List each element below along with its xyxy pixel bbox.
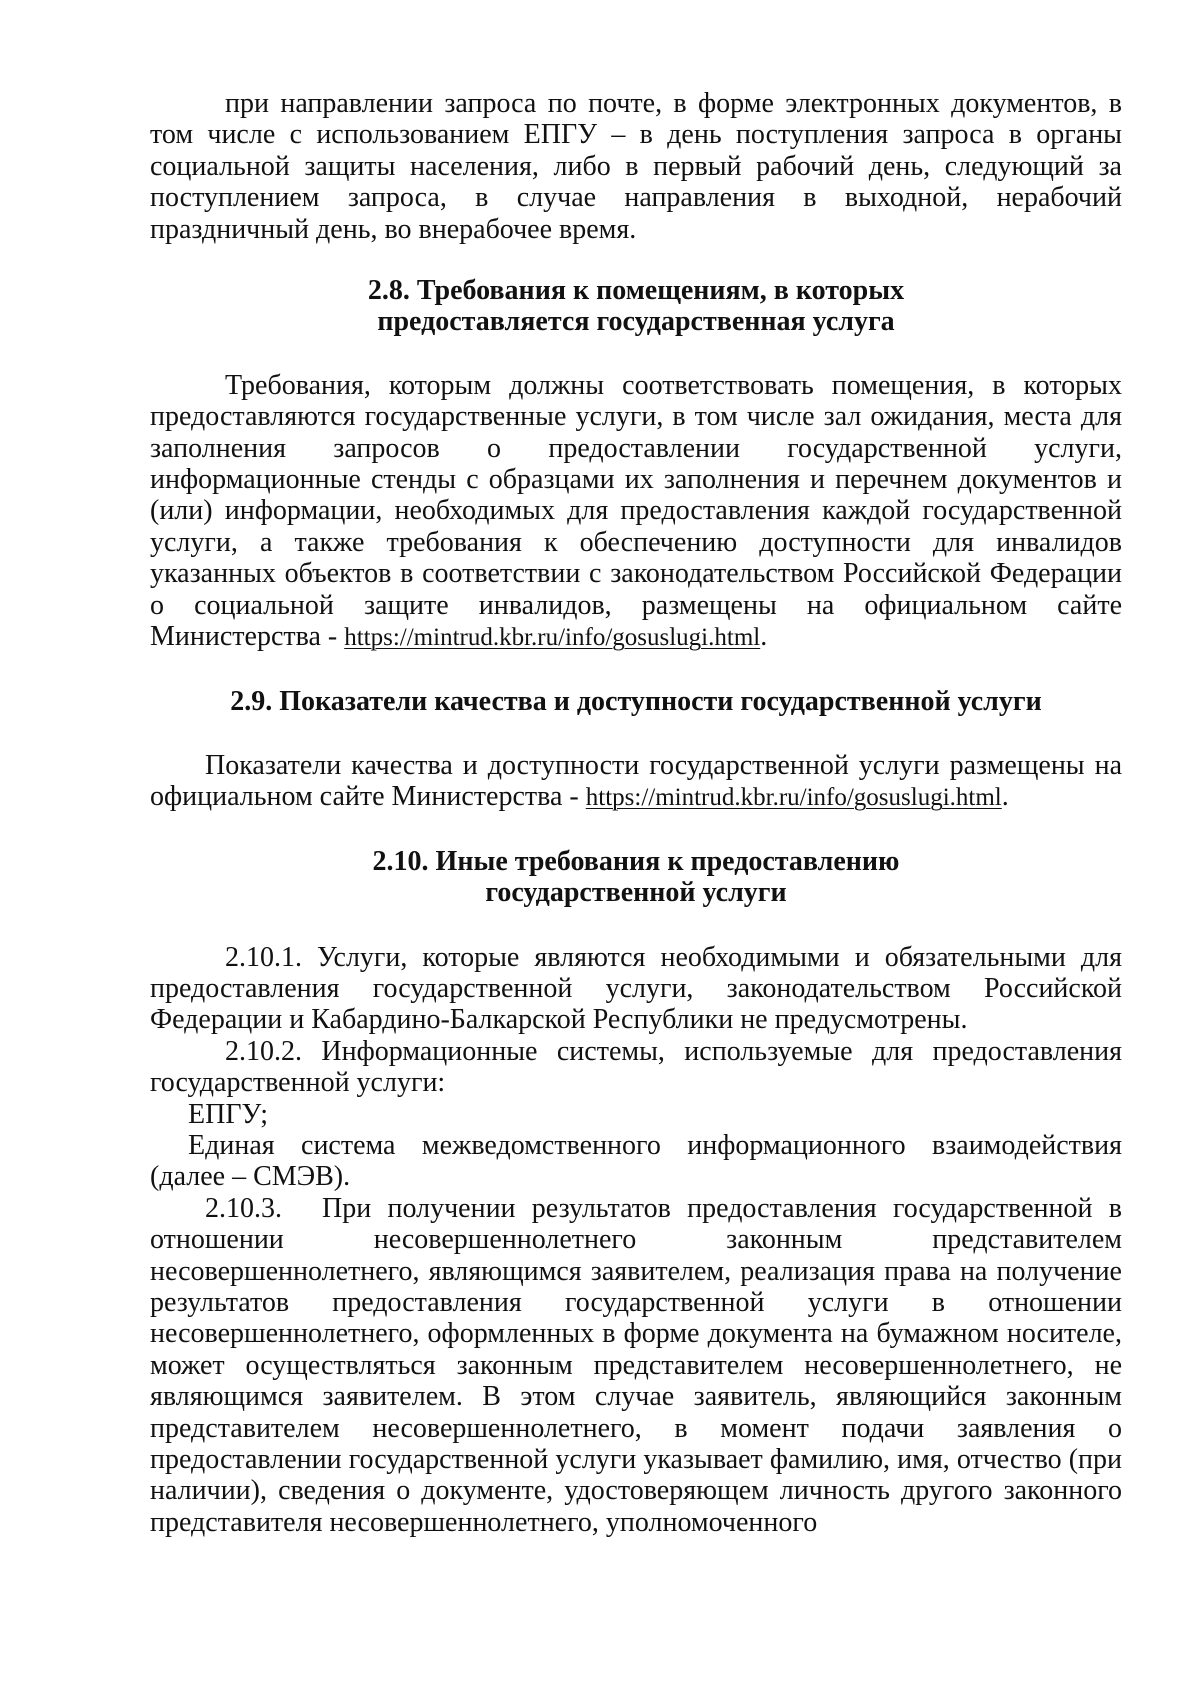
section-2-8-tail: . bbox=[760, 621, 768, 653]
section-2-8-heading bbox=[150, 275, 1122, 338]
section-2-10-3-text: При получении результатов предоставления государственной в отношении несовершеннолетнего законным представителем несовершеннолетнего, являющимся заявителем, реализация права на получение результатов предоставления государственной услуги в отношении несовершеннолетнего, оформленных в форме документа на бумажном носителе, может осуществляться законным представителем несовершеннолетнего, не являющимся заявителем. В этом случае заявитель, являющийся законным представителем несовершеннолетнего, в момент подачи заявления о предоставлении государственной услуги указывает фамилию, имя, отчество (при наличии), сведения о документе, удостоверяющем личность другого законного представителя несовершеннолетнего, уполномоченного bbox=[150, 1192, 1122, 1538]
epgu-item: ЕПГУ; bbox=[188, 1098, 269, 1130]
section-2-10-1-paragraph: 2.10.1. Услуги, которые являются необходимыми и обязательными для предоставления государственной услуги, законодательством Российской Федерации и Кабардино-Балкарской Республики не предусмотрены. bbox=[150, 941, 1122, 1036]
spacer bbox=[150, 245, 1122, 275]
intro-paragraph: при направлении запроса по почте, в форме электронных документов, в том числе с использованием ЕПГУ – в день поступления запроса в органы социальной защиты населения, либо в первый рабочий день, следующий за поступлением запроса, в случае направления в выходной, нерабочий праздничный день, во внерабочее время. bbox=[150, 88, 1122, 245]
spacer bbox=[150, 338, 1122, 370]
section-2-10-3-paragraph bbox=[150, 1193, 1122, 1538]
section-2-10-heading-line2: государственной услуги bbox=[485, 877, 787, 909]
section-2-9-tail: . bbox=[1001, 781, 1009, 813]
section-2-10-heading-line1: 2.10. Иные требования к предоставлению bbox=[372, 845, 900, 877]
section-2-9-link[interactable]: https://mintrud.kbr.ru/info/gosuslugi.html bbox=[585, 784, 1002, 812]
section-2-8-text: Требования, которым должны соответствовать помещения, в которых предоставляются государственные услуги, в том числе зал ожидания, места для заполнения запросов о предоставлении государственной услуги, информационные стенды с образцами их заполнения и перечнем документов и (или) информации, необходимых для предоставления каждой государственной услуги, а также требования к обеспечению доступности для инвалидов указанных объектов в соответствии с законодательством Российской Федерации о социальной защите инвалидов, размещены на официальном сайте Министерства - bbox=[150, 369, 1122, 653]
section-2-8-heading-line1: 2.8. Требования к помещениям, в которых bbox=[367, 275, 905, 307]
section-2-9-heading: 2.9. Показатели качества и доступности государственной услуги bbox=[230, 685, 1042, 717]
section-2-8-link[interactable]: https://mintrud.kbr.ru/info/gosuslugi.html bbox=[344, 624, 761, 652]
document-page bbox=[150, 88, 1122, 1538]
section-2-10-2-paragraph: 2.10.2. Информационные системы, используемые для предоставления государственной услуги: bbox=[150, 1035, 1122, 1099]
spacer bbox=[150, 909, 1122, 942]
section-2-10-3-number: 2.10.3. bbox=[205, 1192, 282, 1224]
spacer bbox=[150, 814, 1122, 846]
section-2-9-text: Показатели качества и доступности государственной услуги размещены на официальном сайте Министерства - bbox=[150, 749, 1122, 813]
section-2-8-body bbox=[150, 370, 1122, 654]
section-2-10-heading bbox=[150, 846, 1122, 909]
smev-item: Единая система межведомственного информационного взаимодействия (далее – СМЭВ). bbox=[150, 1129, 1122, 1193]
spacer bbox=[150, 654, 1122, 686]
section-2-9-body bbox=[150, 750, 1122, 814]
spacer bbox=[150, 717, 1122, 750]
section-2-8-heading-line2: предоставляется государственная услуга bbox=[377, 306, 895, 338]
